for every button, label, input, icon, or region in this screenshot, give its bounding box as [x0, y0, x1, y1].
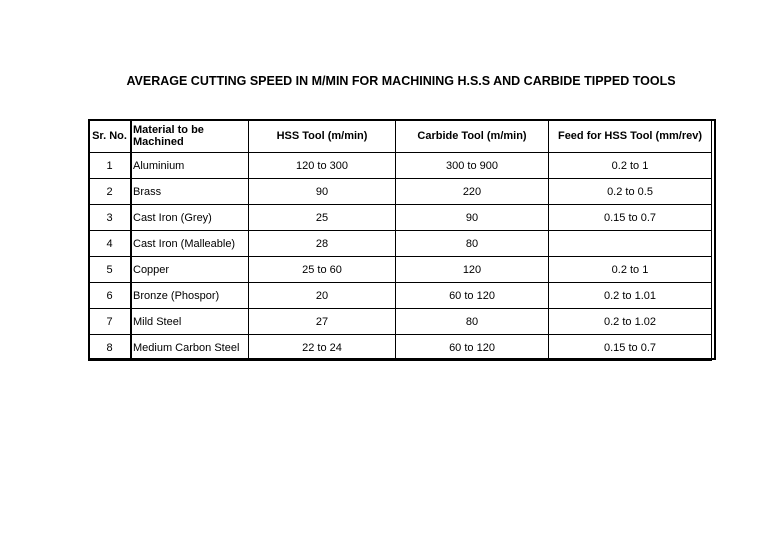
- table-row: [89, 231, 712, 257]
- cell-carbide-speed: 220: [396, 179, 549, 205]
- cell-carbide-speed: 300 to 900: [396, 153, 549, 179]
- cell-sr-no: 7: [89, 309, 131, 335]
- cell-feed: 0.15 to 0.7: [549, 205, 712, 231]
- cell-hss-speed: 120 to 300: [249, 153, 396, 179]
- cell-carbide-speed: 120: [396, 257, 549, 283]
- table-row: [89, 335, 712, 361]
- cell-material: Medium Carbon Steel: [131, 335, 249, 361]
- cell-material: Cast Iron (Grey): [131, 205, 249, 231]
- table-header-row: [89, 120, 712, 153]
- cell-hss-speed: 20: [249, 283, 396, 309]
- cell-carbide-speed: 60 to 120: [396, 283, 549, 309]
- header-sr-no: Sr. No.: [89, 120, 131, 153]
- cell-sr-no: 6: [89, 283, 131, 309]
- cell-sr-no: 8: [89, 335, 131, 361]
- table-row: [89, 309, 712, 335]
- cell-carbide-speed: 60 to 120: [396, 335, 549, 361]
- cell-hss-speed: 25 to 60: [249, 257, 396, 283]
- cell-sr-no: 2: [89, 179, 131, 205]
- cell-hss-speed: 28: [249, 231, 396, 257]
- cell-sr-no: 5: [89, 257, 131, 283]
- cell-feed: 0.2 to 1.02: [549, 309, 712, 335]
- cell-feed: 0.2 to 1.01: [549, 283, 712, 309]
- cell-material: Aluminium: [131, 153, 249, 179]
- cell-hss-speed: 27: [249, 309, 396, 335]
- cell-feed: 0.2 to 0.5: [549, 179, 712, 205]
- cell-feed: [549, 231, 712, 257]
- cell-carbide-speed: 90: [396, 205, 549, 231]
- cell-carbide-speed: 80: [396, 309, 549, 335]
- cell-material: Mild Steel: [131, 309, 249, 335]
- header-feed-hss: Feed for HSS Tool (mm/rev): [549, 120, 712, 153]
- cell-sr-no: 1: [89, 153, 131, 179]
- table-row: [89, 179, 712, 205]
- cell-hss-speed: 25: [249, 205, 396, 231]
- cell-hss-speed: 90: [249, 179, 396, 205]
- cell-material: Brass: [131, 179, 249, 205]
- cell-sr-no: 3: [89, 205, 131, 231]
- table-row: [89, 257, 712, 283]
- cell-feed: 0.15 to 0.7: [549, 335, 712, 361]
- table-row: [89, 153, 712, 179]
- cell-feed: 0.2 to 1: [549, 153, 712, 179]
- cell-material: Cast Iron (Malleable): [131, 231, 249, 257]
- cutting-speed-table: [88, 119, 712, 361]
- cell-material: Bronze (Phospor): [131, 283, 249, 309]
- cell-sr-no: 4: [89, 231, 131, 257]
- table-row: [89, 205, 712, 231]
- cell-material: Copper: [131, 257, 249, 283]
- header-material: Material to be Machined: [131, 120, 249, 153]
- header-hss-tool: HSS Tool (m/min): [249, 120, 396, 153]
- cell-carbide-speed: 80: [396, 231, 549, 257]
- page-title: AVERAGE CUTTING SPEED IN M/MIN FOR MACHINING H.S.S AND CARBIDE TIPPED TOOLS: [126, 74, 676, 88]
- cell-feed: 0.2 to 1: [549, 257, 712, 283]
- cell-hss-speed: 22 to 24: [249, 335, 396, 361]
- header-carbide-tool: Carbide Tool (m/min): [396, 120, 549, 153]
- table-row: [89, 283, 712, 309]
